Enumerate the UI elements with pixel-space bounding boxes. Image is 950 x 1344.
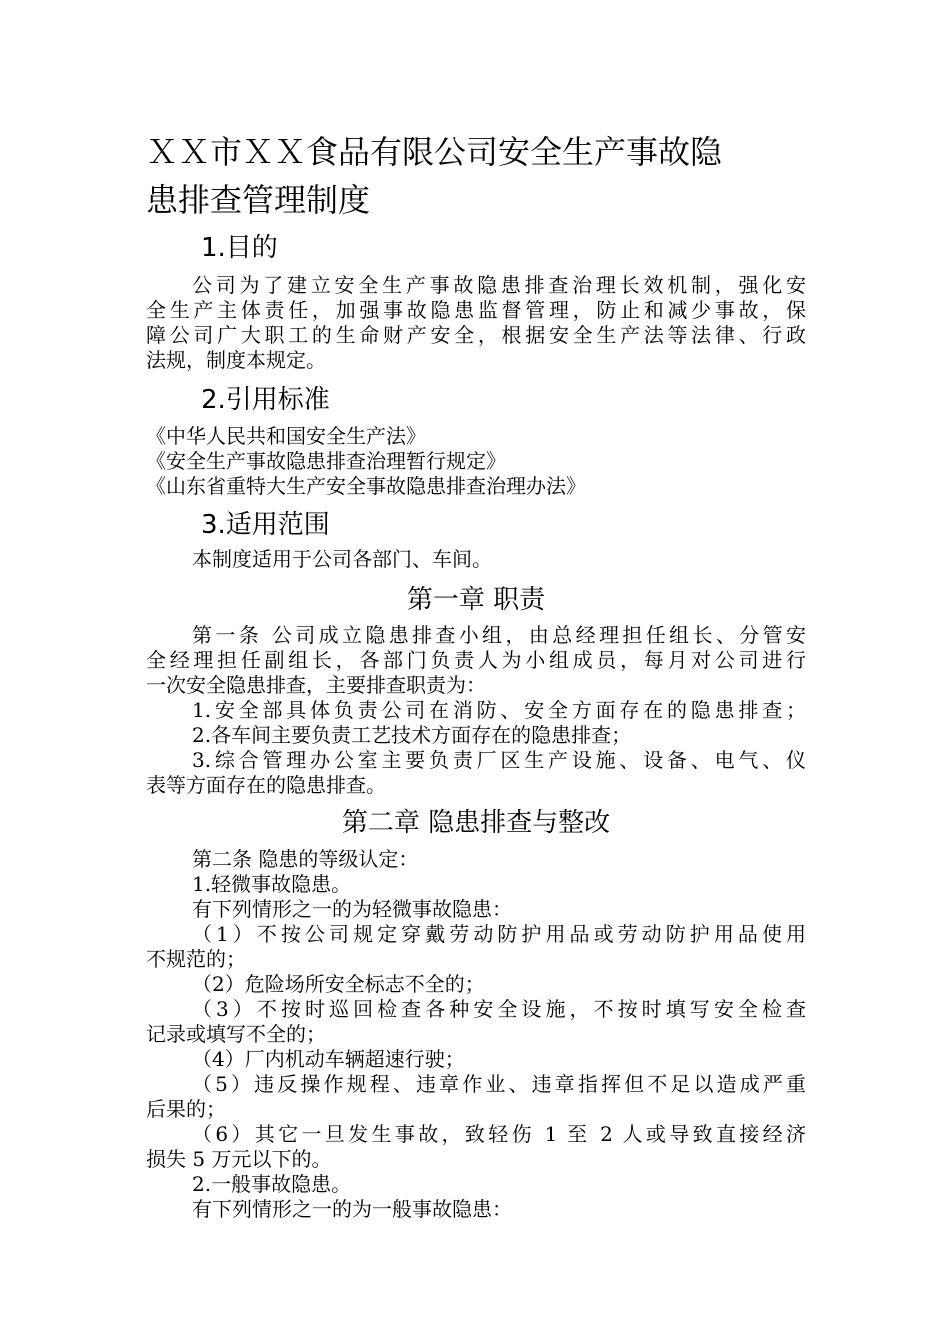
duties-line: 1.安全部具体负责公司在消防、安全方面存在的隐患排查；	[192, 698, 806, 722]
duties-line: 3.综合管理办公室主要负责厂区生产设施、设备、电气、仪	[192, 748, 806, 772]
inspection-line: （2）危险场所安全标志不全的；	[192, 972, 485, 996]
inspection-line: 第二条 隐患的等级认定：	[192, 847, 419, 871]
reference-item: 《中华人民共和国安全生产法》	[146, 424, 426, 448]
duties-line: 一次安全隐患排查，主要排查职责为：	[146, 673, 486, 697]
inspection-line: 有下列情形之一的为一般事故隐患：	[192, 1197, 512, 1221]
purpose-line: 法规，制度本规定。	[146, 348, 326, 372]
inspection-line: （4）厂内机动车辆超速行驶；	[192, 1047, 465, 1071]
section-heading-purpose: 1.目的	[201, 233, 278, 263]
duties-line: 全经理担任副组长，各部门负责人为小组成员，每月对公司进行	[146, 648, 806, 672]
duties-line: 表等方面存在的隐患排查。	[146, 773, 386, 797]
reference-item: 《安全生产事故隐患排查治理暂行规定》	[146, 449, 506, 473]
inspection-line: （5）违反操作规程、违章作业、违章指挥但不足以造成严重	[192, 1072, 806, 1096]
inspection-line: （6）其它一旦发生事故，致轻伤 1 至 2 人或导致直接经济	[192, 1122, 806, 1146]
scope-line: 本制度适用于公司各部门、车间。	[192, 547, 492, 571]
reference-item: 《山东省重特大生产安全事故隐患排查治理办法》	[146, 474, 586, 498]
purpose-line: 障公司广大职工的生命财产安全，根据安全生产法等法律、行政	[146, 323, 806, 347]
duties-line: 第一条 公司成立隐患排查小组，由总经理担任组长、分管安	[192, 623, 806, 647]
chapter-heading-inspection: 第二章 隐患排查与整改	[341, 808, 611, 838]
purpose-line: 全生产主体责任，加强事故隐患监督管理，防止和减少事故，保	[146, 298, 806, 322]
inspection-line: （3）不按时巡回检查各种安全设施，不按时填写安全检查	[192, 997, 806, 1021]
inspection-line: （1）不按公司规定穿戴劳动防护用品或劳动防护用品使用	[192, 922, 806, 946]
inspection-line: 有下列情形之一的为轻微事故隐患：	[192, 897, 512, 921]
section-heading-scope: 3.适用范围	[201, 510, 330, 540]
duties-line: 2.各车间主要负责工艺技术方面存在的隐患排查；	[192, 723, 632, 747]
document-title	[146, 128, 826, 224]
chapter-heading-duties: 第一章 职责	[406, 585, 546, 615]
inspection-line: 1.轻微事故隐患。	[192, 872, 352, 896]
inspection-line: 2.一般事故隐患。	[192, 1172, 352, 1196]
section-heading-references: 2.引用标准	[201, 385, 330, 415]
purpose-line: 公司为了建立安全生产事故隐患排查治理长效机制，强化安	[192, 273, 806, 297]
inspection-line: 不规范的；	[146, 947, 246, 971]
inspection-line: 记录或填写不全的；	[146, 1022, 326, 1046]
inspection-line: 损失 5 万元以下的。	[146, 1147, 332, 1171]
title-line-2: 患排查管理制度	[146, 181, 371, 219]
inspection-line: 后果的；	[146, 1097, 226, 1121]
title-line-1: ＸＸ市ＸＸ食品有限公司安全生产事故隐	[146, 133, 723, 171]
